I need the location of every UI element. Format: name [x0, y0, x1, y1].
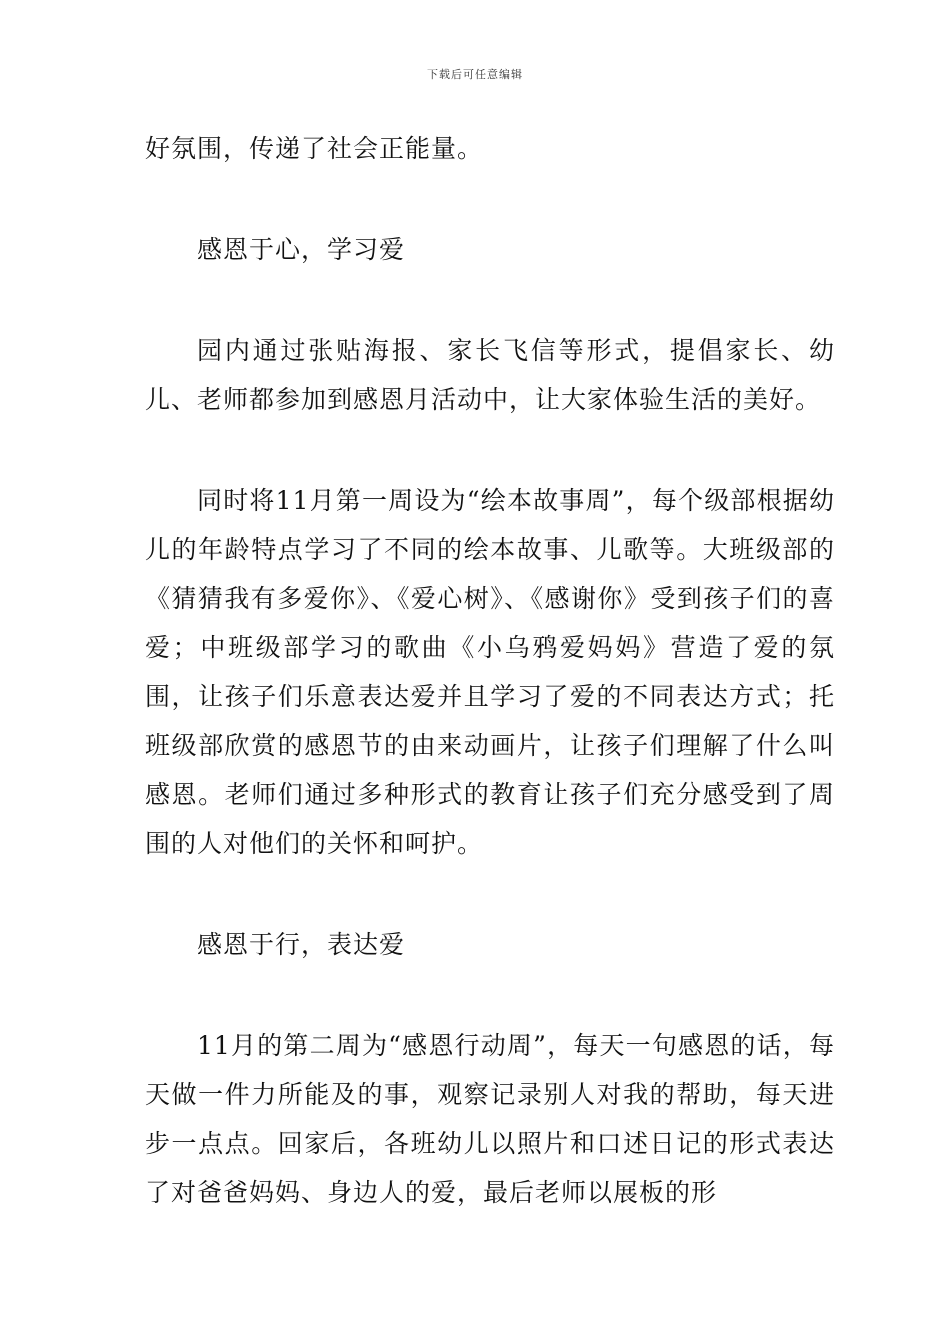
paragraph-1: 园内通过张贴海报、家长飞信等形式，提倡家长、幼儿、老师都参加到感恩月活动中，让大家体验生活的美好。	[145, 336, 835, 414]
section-heading-1: 感恩于心，学习爱	[197, 235, 406, 264]
section-heading-2: 感恩于行，表达爱	[197, 930, 406, 959]
continuation-paragraph: 好氛围，传递了社会正能量。	[145, 134, 484, 163]
document-body	[145, 124, 835, 1217]
paragraph-gap	[145, 868, 835, 920]
paragraph-3: 11月的第二周为“感恩行动周”，每天一句感恩的话，每天做一件力所能及的事，观察记录别人对我的帮助，每天进步一点点。回家后，各班幼儿以照片和口述日记的形式表达了对爸爸妈妈、身边人的爱，最后老师以展板的形	[145, 1031, 835, 1207]
page-header: 下载后可任意编辑	[427, 68, 523, 81]
paragraph-2: 同时将11月第一周设为“绘本故事周”，每个级部根据幼儿的年龄特点学习了不同的绘本故事、儿歌等。大班级部的《猜猜我有多爱你》、《爱心树》、《感谢你》受到孩子们的喜爱；中班级部学习的歌曲《小乌鸦爱妈妈》营造了爱的氛围，让孩子们乐意表达爱并且学习了爱的不同表达方式；托班级部欣赏的感恩节的由来动画片，让孩子们理解了什么叫感恩。老师们通过多种形式的教育让孩子们充分感受到了周围的人对他们的关怀和呵护。	[145, 486, 835, 858]
paragraph-gap	[145, 173, 835, 225]
paragraph-gap	[145, 424, 835, 476]
paragraph-gap	[145, 969, 835, 1021]
paragraph-gap	[145, 274, 835, 326]
